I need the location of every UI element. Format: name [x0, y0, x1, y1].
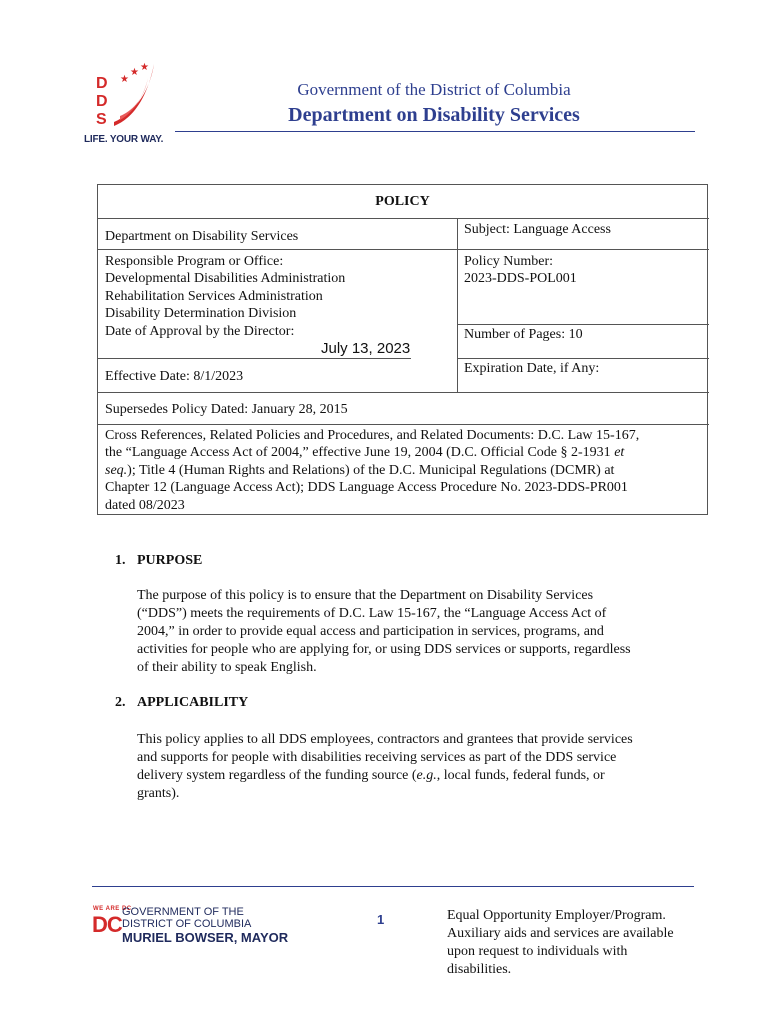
paragraph-text: delivery system regardless of the funding source (: [137, 768, 417, 783]
cross-ref-line: Cross References, Related Policies and Procedures, and Related Documents: D.C. Law 15-167,: [105, 428, 640, 443]
supersedes-cell: Supersedes Policy Dated: January 28, 2015: [105, 402, 348, 417]
table-row: [98, 218, 709, 219]
approval-label: Date of Approval by the Director:: [105, 323, 295, 339]
footer-gov-line2: DISTRICT OF COLUMBIA: [122, 918, 252, 930]
policy-number-cell: [464, 253, 577, 288]
paragraph-line: The purpose of this policy is to ensure that the Department on Disability Services: [137, 588, 594, 603]
table-row: [98, 358, 411, 359]
cross-ref-line: [105, 444, 705, 461]
dc-mark: DC: [92, 912, 122, 937]
eoe-line: Equal Opportunity Employer/Program.: [447, 908, 666, 923]
table-row: [98, 249, 709, 250]
cross-ref-line: [105, 462, 705, 479]
effective-cell: Effective Date: 8/1/2023: [105, 369, 244, 384]
eoe-line: upon request to individuals with: [447, 944, 628, 959]
paragraph-line: grants).: [137, 786, 180, 801]
table-row: [98, 392, 709, 393]
logo-star-icon: ★: [130, 67, 139, 78]
paragraph-line: 2004,” in order to provide equal access and participation in services, programs, and: [137, 624, 604, 639]
cross-ref-line: dated 08/2023: [105, 497, 185, 513]
logo-star-icon: ★: [140, 62, 149, 73]
column-divider: [457, 218, 458, 392]
footer-gov-line1: GOVERNMENT OF THE: [122, 906, 244, 918]
responsible-line: Rehabilitation Services Administration: [105, 288, 323, 304]
header-divider: [175, 131, 695, 132]
cross-ref-text: ); Title 4 (Human Rights and Relations) of the D.C. Municipal Regulations (DCMR) at: [127, 462, 615, 478]
section-heading-purpose: [115, 553, 202, 569]
logo-letter-d1: D: [96, 75, 108, 92]
dept-title: Department on Disability Services: [288, 104, 580, 126]
cross-ref-text: the “Language Access Act of 2004,” effective June 19, 2004 (D.C. Official Code § 2-1931: [105, 445, 615, 461]
equal-opportunity-notice: [447, 907, 707, 979]
policy-number-label: Policy Number:: [464, 254, 554, 269]
subject-cell: Subject: Language Access: [464, 222, 611, 237]
paragraph-line: This policy applies to all DDS employees, contractors and grantees that provide services: [137, 732, 633, 747]
page-number: 1: [377, 912, 385, 927]
responsible-line: Responsible Program or Office:: [105, 254, 284, 269]
responsible-cell: [105, 253, 345, 340]
eoe-line: Auxiliary aids and services are available: [447, 926, 674, 941]
policy-heading: POLICY: [375, 194, 430, 209]
paragraph-line: of their ability to speak English.: [137, 660, 317, 675]
footer-divider: [92, 886, 694, 887]
cross-references-cell: [105, 427, 705, 514]
section-title: APPLICABILITY: [137, 695, 249, 710]
table-row: [457, 324, 709, 325]
table-row: [457, 358, 709, 359]
applicability-paragraph: [137, 731, 707, 803]
section-number: 2.: [115, 695, 126, 710]
paragraph-line: (“DDS”) meets the requirements of D.C. Law 15-167, the “Language Access Act of: [137, 606, 607, 621]
section-title: PURPOSE: [137, 553, 203, 568]
section-number: 1.: [115, 553, 126, 568]
section-heading-applicability: [115, 695, 248, 711]
logo-star-icon: ★: [120, 74, 129, 85]
paragraph-text: , local funds, federal funds, or: [436, 768, 605, 783]
gov-title: Government of the District of Columbia: [297, 80, 571, 99]
expiration-cell: Expiration Date, if Any:: [464, 361, 600, 376]
dds-logo: [84, 60, 174, 150]
cross-ref-italic: et: [614, 445, 625, 461]
we-are-dc-label: WE ARE DC: [93, 906, 132, 912]
paragraph-italic: e.g.: [416, 768, 437, 783]
cross-ref-italic: seq.: [105, 462, 128, 478]
paragraph-line: activities for people who are applying for, or using DDS services or supports, regardless: [137, 642, 631, 657]
logo-tagline: LIFE. YOUR WAY.: [84, 134, 164, 145]
paragraph-line: and supports for people with disabilities receiving services as part of the DDS service: [137, 750, 617, 765]
dc-government-logo: [92, 906, 307, 948]
table-row: [98, 424, 709, 425]
policy-number: 2023-DDS-POL001: [464, 271, 577, 287]
logo-letter-d2: D: [96, 93, 108, 110]
purpose-paragraph: [137, 587, 707, 677]
logo-letter-s: S: [96, 111, 107, 128]
dds-logo-mark: [84, 60, 174, 132]
eoe-line: disabilities.: [447, 962, 512, 977]
policy-table: [97, 184, 708, 515]
cross-ref-line: Chapter 12 (Language Access Act); DDS Language Access Procedure No. 2023-DDS-PR001: [105, 480, 628, 496]
approval-date: July 13, 2023: [321, 340, 411, 357]
responsible-line: Developmental Disabilities Administration: [105, 271, 346, 287]
footer-mayor: MURIEL BOWSER, MAYOR: [122, 930, 289, 945]
paragraph-line: [137, 767, 707, 785]
pages-cell: Number of Pages: 10: [464, 327, 583, 342]
responsible-line: Disability Determination Division: [105, 306, 297, 322]
department-cell: Department on Disability Services: [105, 229, 299, 244]
